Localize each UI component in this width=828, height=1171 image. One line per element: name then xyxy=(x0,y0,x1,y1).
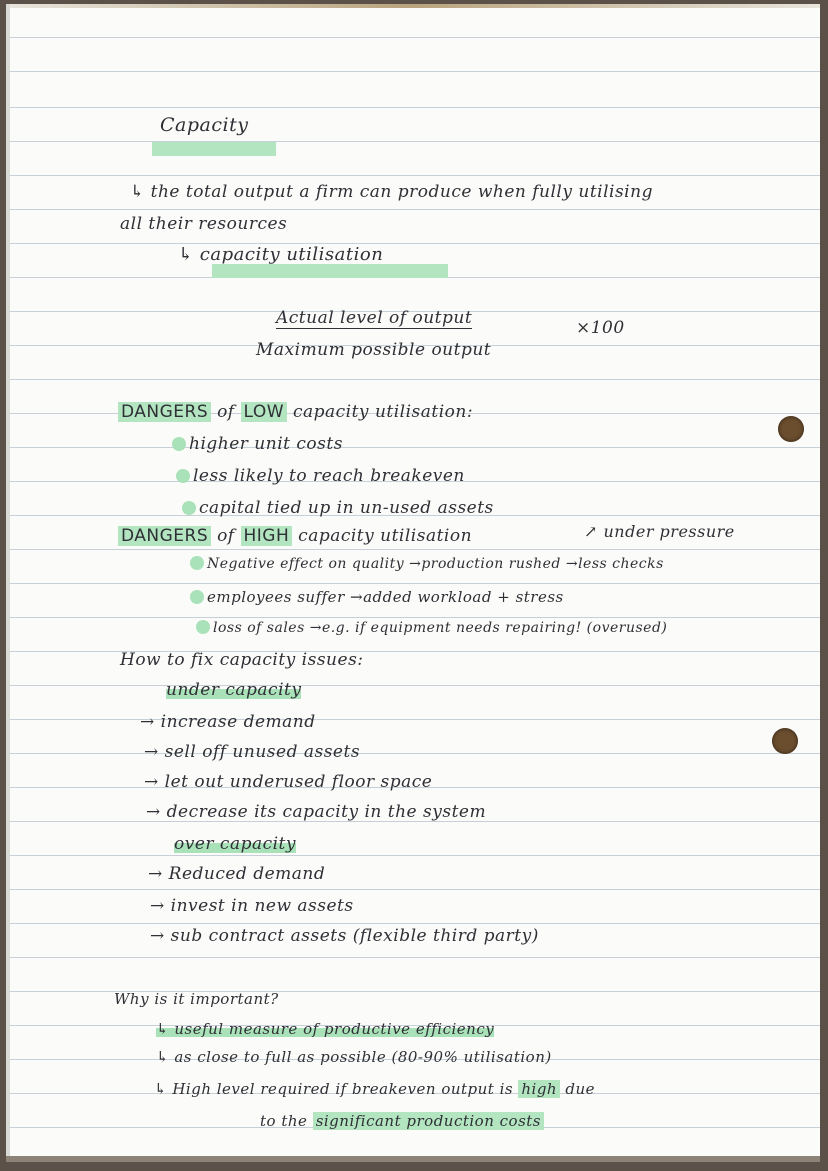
under-item-2: → sell off unused assets xyxy=(144,742,361,762)
definition-line-2: all their resources xyxy=(120,214,288,234)
page-title: Capacity xyxy=(160,114,249,136)
importance-line-1-text: ↳ useful measure of productive efficiency xyxy=(156,1020,495,1038)
subheading-capacity-utilisation: ↳ capacity utilisation xyxy=(178,244,384,265)
high-dangers-label: DANGERS xyxy=(118,526,211,546)
bullet-icon xyxy=(182,501,196,515)
high-item-3 xyxy=(196,620,667,636)
importance-line-4-highlight: significant production costs xyxy=(313,1112,544,1130)
high-heading-rest: capacity utilisation xyxy=(298,526,473,546)
notebook-page xyxy=(6,4,820,1162)
high-label: HIGH xyxy=(241,526,293,546)
high-item-1-text: Negative effect on quality →production rushed →less checks xyxy=(207,556,664,572)
low-of: of xyxy=(217,402,235,422)
formula-multiplier: ×100 xyxy=(576,318,625,338)
low-item-2 xyxy=(176,466,465,486)
page-margin xyxy=(6,4,10,1162)
title-highlight xyxy=(152,142,276,156)
page-top-edge xyxy=(6,4,820,8)
bullet-icon xyxy=(190,556,204,570)
importance-line-3 xyxy=(154,1080,595,1098)
low-item-3-text: capital tied up in un-used assets xyxy=(199,498,494,518)
under-capacity-heading: under capacity xyxy=(166,680,302,700)
high-dangers-heading xyxy=(118,526,472,546)
subheading-highlight xyxy=(212,264,448,278)
formula-denominator: Maximum possible output xyxy=(256,340,492,360)
importance-heading: Why is it important? xyxy=(114,990,279,1008)
importance-line-3-text: ↳ High level required if breakeven output is xyxy=(154,1080,514,1098)
page-bottom-edge xyxy=(6,1156,820,1162)
low-dangers-heading xyxy=(118,402,473,422)
importance-line-3-end: due xyxy=(565,1080,596,1098)
high-item-2 xyxy=(190,588,564,606)
bullet-icon xyxy=(196,620,210,634)
over-item-1: → Reduced demand xyxy=(148,864,326,884)
importance-line-2: ↳ as close to full as possible (80-90% utilisation) xyxy=(156,1048,552,1066)
under-pressure-note: ↗ under pressure xyxy=(584,522,735,541)
low-item-1-text: higher unit costs xyxy=(189,434,343,454)
importance-line-3-highlight: high xyxy=(518,1080,560,1098)
bullet-icon xyxy=(190,590,204,604)
bullet-icon xyxy=(172,437,186,451)
definition-line-1: ↳ the total output a firm can produce when fully utilising xyxy=(130,182,653,202)
low-dangers-label: DANGERS xyxy=(118,402,211,422)
low-item-2-text: less likely to reach breakeven xyxy=(193,466,465,486)
over-capacity-heading: over capacity xyxy=(174,834,296,854)
low-item-3 xyxy=(182,498,494,518)
high-item-3-text: loss of sales →e.g. if equipment needs repairing! (overused) xyxy=(213,620,668,636)
low-label: LOW xyxy=(241,402,288,422)
bullet-icon xyxy=(176,469,190,483)
importance-line-4-text: to the xyxy=(260,1112,308,1130)
over-item-2: → invest in new assets xyxy=(150,896,354,916)
formula-numerator: Actual level of output xyxy=(276,308,473,328)
under-item-1: → increase demand xyxy=(140,712,316,732)
high-item-1 xyxy=(190,556,664,572)
binder-hole-lower xyxy=(772,728,798,754)
over-item-3: → sub contract assets (flexible third party) xyxy=(150,926,539,946)
high-of: of xyxy=(217,526,235,546)
under-item-4: → decrease its capacity in the system xyxy=(146,802,487,822)
fix-heading: How to fix capacity issues: xyxy=(120,650,364,670)
importance-line-4 xyxy=(260,1112,544,1130)
importance-line-1 xyxy=(156,1020,494,1038)
high-item-2-text: employees suffer →added workload + stress xyxy=(207,588,564,606)
low-heading-rest: capacity utilisation: xyxy=(292,402,474,422)
under-item-3: → let out underused floor space xyxy=(144,772,433,792)
binder-hole-upper xyxy=(778,416,804,442)
low-item-1 xyxy=(172,434,343,454)
